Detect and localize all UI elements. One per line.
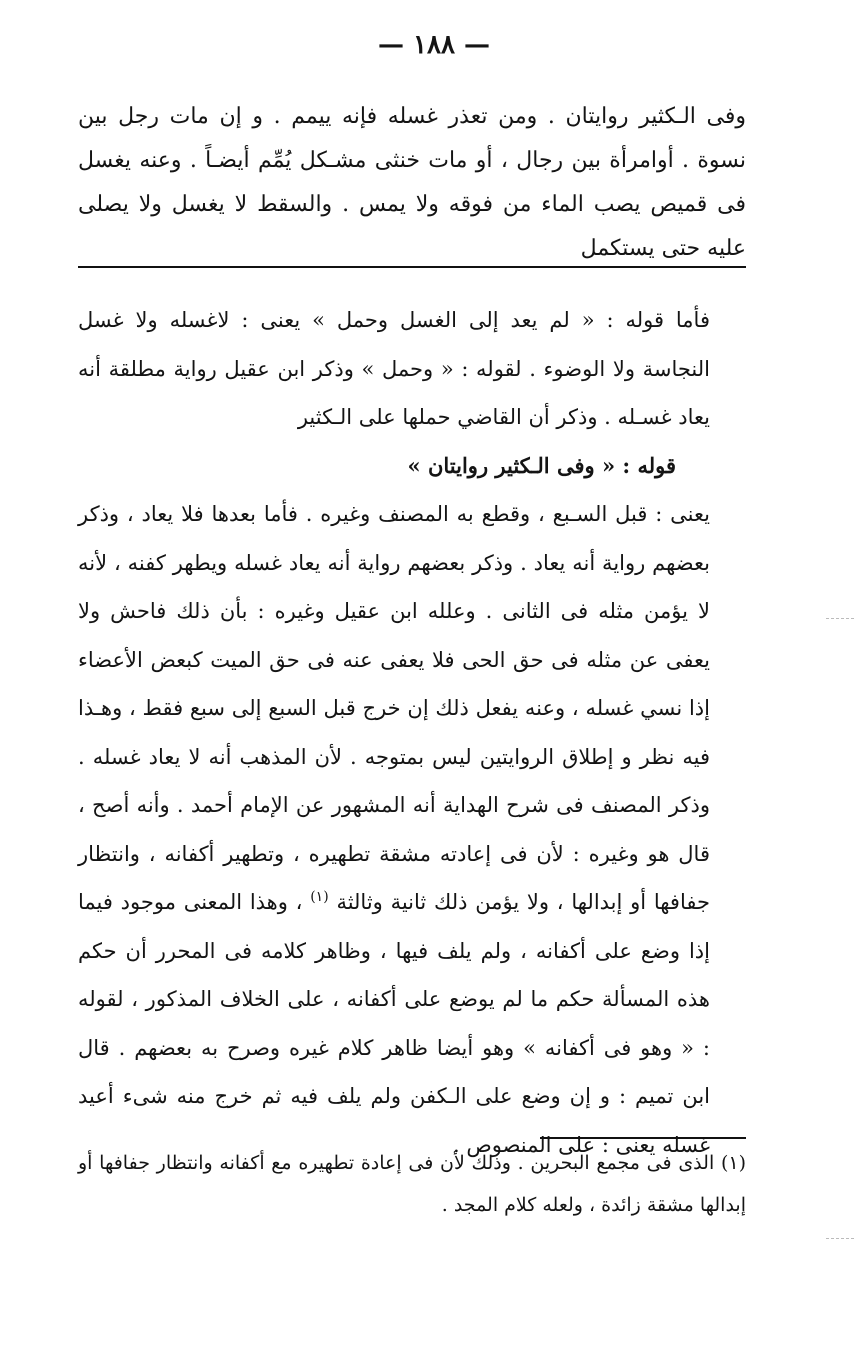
- commentary-paragraph: [78, 490, 746, 1169]
- footnote-reference: (١): [310, 889, 329, 905]
- commentary-text: يعنى : قبل السـبع ، وقطع به المصنف وغيره . فأما بعدها فلا يعاد ، وذكر بعضهم رواية أنه يعاد . وذكر بعضهم رواية أنه يعاد غسله ويطهر كفنه ، لأنه لا يؤمن مثله فى الثانى . وعلله ابن عقيل وغيره : بأن ذلك فاحش ولا يعفى عن مثله فى حق الحى فلا يعفى عنه فى حق الميت كبعض الأعضاء إذا نسي غسله ، وعنه يفعل ذلك إن خرج قبل السبع إلى سبع فقط ، وهـذا فيه نظر و إطلاق الروايتين ليس بمتوجه . لأن المذهب أنه لا يعاد غسله . وذكر المصنف فى شرح الهداية أنه المشهور عن الإمام أحمد . وأنه أصح ، قال هو وغيره : لأن فى إعادته مشقة تطهيره ، وتطهير أكفانه ، وانتظار جفافها أو إبدالها ، ولا يؤمن ذلك ثانية وثالثة: [78, 502, 710, 914]
- footnote: (١) الذى فى مجمع البحرين . وذلك لأن فى إعادة تطهيره مع أكفانه وانتظار جفافها أو إبدالها مشقة زائدة ، ولعله كلام المجد .: [78, 1152, 746, 1216]
- commentary-paragraph: فأما قوله : « لم يعد إلى الغسل وحمل » يعنى : لاغسله ولا غسل النجاسة ولا الوضوء . لقوله : « وحمل » وذكر ابن عقيل رواية مطلقة أنه يعاد غسـله . وذكر أن القاضي حملها على الـكثير: [78, 308, 710, 429]
- commentary-text: ، وهذا المعنى موجود فيما إذا وضع على أكفانه ، ولم يلف فيها ، وظاهر كلامه فى المحرر أن حكم هذه المسألة حكم ما لم يوضع على أكفانه ، على الخلاف المذكور ، لقوله : « وهو فى أكفانه » وهو أيضا ظاهر كلام غيره وصرح به بعضهم . قال ابن تميم : و إن وضع على الـكفن ولم يلف فيه ثم خرج منه شىء أعيد غسله يعنى : على المنصوص .: [78, 890, 710, 1157]
- main-text-divider: [78, 266, 746, 268]
- scan-edge-mark: [826, 1238, 854, 1239]
- heading-quote: « وفى الـكثير روايتان »: [407, 452, 616, 478]
- scan-edge-mark: [826, 618, 854, 619]
- commentary: [78, 296, 746, 1169]
- commentary-heading: [78, 442, 746, 491]
- main-text: وفى الـكثير روايتان . ومن تعذر غسله فإنه ييمم . و إن مات رجل بين نسوة . أوامرأة بين رجال ، أو مات خنثى مشـكل يُمِّم أيضـاً . وعنه يغسل فى قميص يصب الماء من فوقه ولا يمس . والسقط لا يغسل ولا يصلى عليه حتى يستكمل: [78, 104, 746, 261]
- heading-label: قوله :: [622, 452, 676, 478]
- page-number: — ١٨٨ —: [377, 30, 491, 60]
- footnote-divider: [540, 1137, 746, 1139]
